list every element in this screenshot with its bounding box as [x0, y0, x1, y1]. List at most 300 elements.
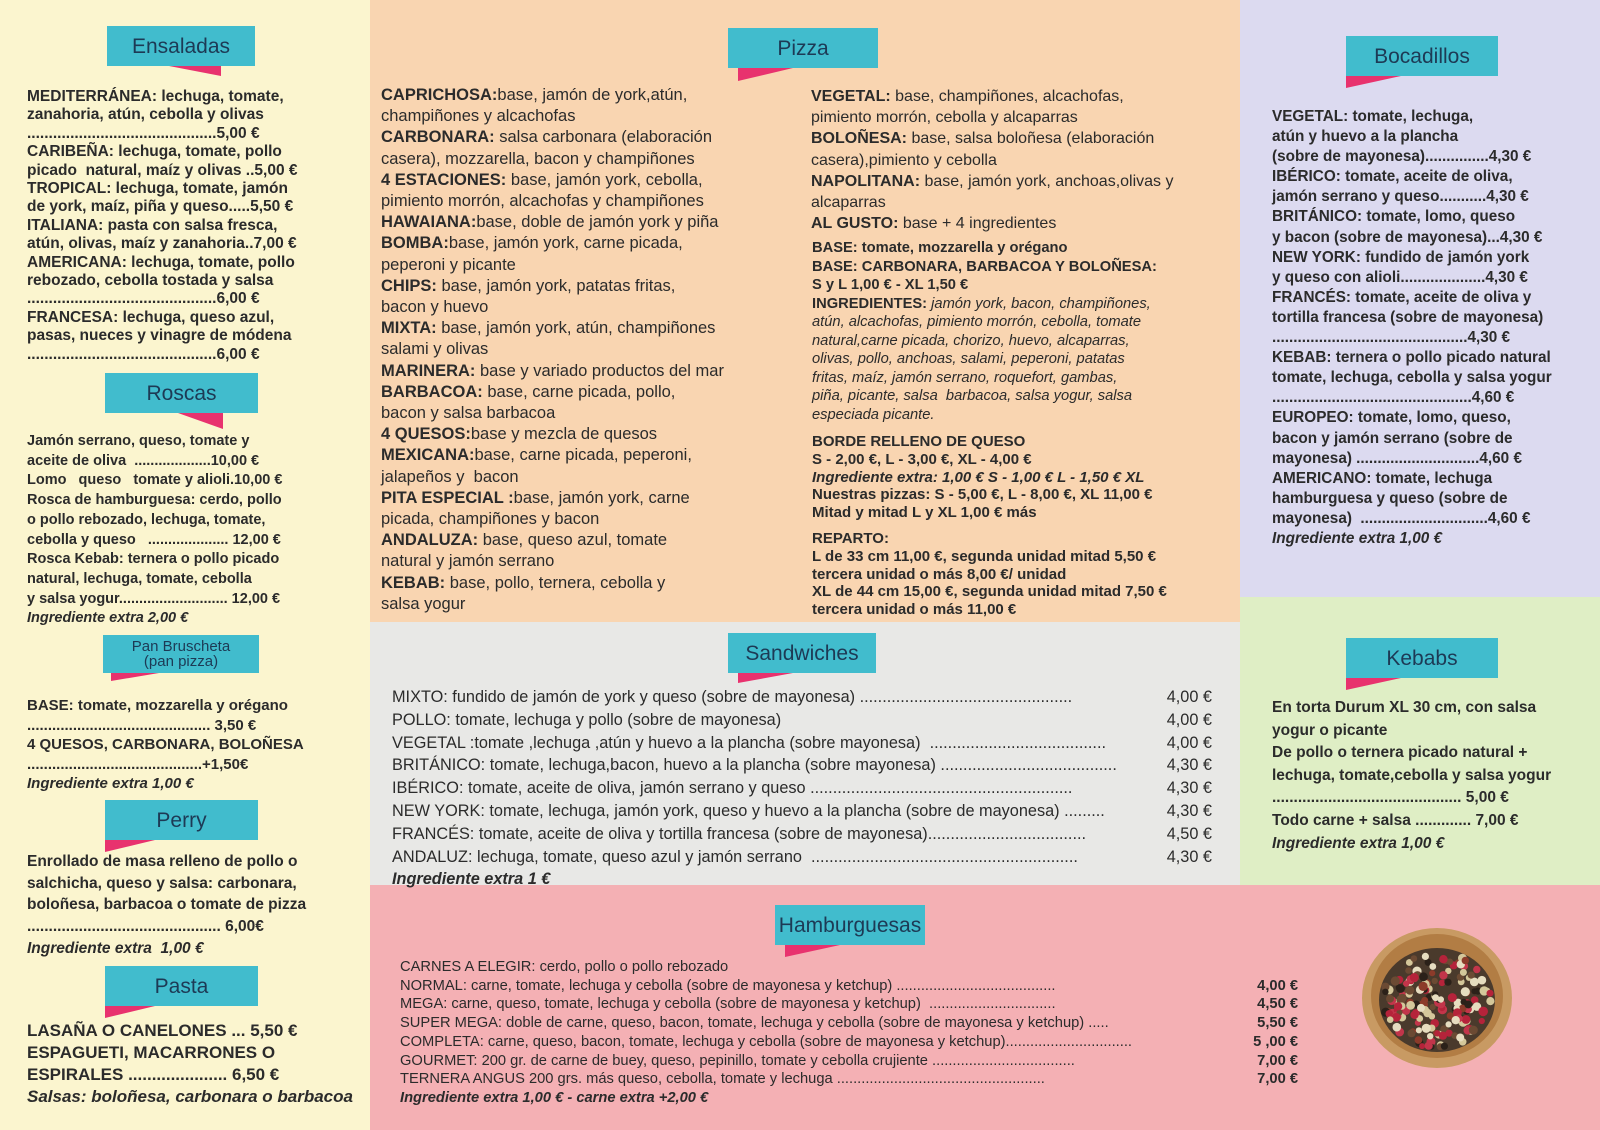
- item-description: natural,carne picada, chorizo, huevo, alcaparras,: [812, 332, 1130, 349]
- item-description: pimiento morrón, alcachofas y champiñones: [381, 192, 704, 211]
- menu-line: Ingrediente extra 1,00 € - carne extra +2,00 €: [400, 1089, 709, 1106]
- peppercorn: [1417, 1004, 1425, 1012]
- item-description: champiñones y alcachofas: [381, 107, 576, 126]
- item-name: BARBACOA:: [381, 382, 483, 401]
- peppercorn: [1398, 994, 1407, 1003]
- item-description: base, salsa boloñesa (elaboración: [907, 130, 1155, 148]
- menu-line: zanahoria, atún, cebolla y olivas: [27, 106, 264, 124]
- item-name: MIXTA:: [381, 319, 437, 338]
- menu-line: [381, 594, 724, 615]
- ensaladas-title: Ensaladas: [131, 34, 231, 58]
- ribbon-flag-icon: [785, 945, 840, 957]
- menu-line: [812, 276, 1157, 295]
- ribbon-flag-icon: [738, 68, 793, 81]
- item-name: VEGETAL :tomate ,lechuga ,atún y huevo a la plancha (sobre mayonesa) .......................................: [392, 733, 1106, 752]
- pasta-title: Pasta: [154, 974, 209, 998]
- menu-line: Salsas: boloñesa, carbonara o barbacoa: [27, 1087, 353, 1106]
- item-description: base, jamón york, atún, champiñones: [436, 319, 716, 338]
- ribbon-flag-icon: [738, 673, 793, 683]
- menu-line: cebolla y queso .................... 12,00 €: [27, 531, 281, 548]
- item-description: alcaparras: [811, 194, 886, 212]
- menu-line: [392, 686, 1212, 709]
- item-price: 5,50 €: [1253, 1014, 1298, 1033]
- item-name: SUPER MEGA: doble de carne, queso, bacon, tomate, lechuga y cebolla (sobre de mayonesa y ketchup) .....: [400, 1015, 1109, 1032]
- item-name: NORMAL: carne, tomate, lechuga y cebolla (sobre de mayonesa y ketchup) .......................................: [400, 977, 1056, 994]
- item-name: BRITÁNICO: tomate, lechuga,bacon, huevo a la plancha (sobre mayonesa) .......................................: [392, 756, 1117, 775]
- bocadillos-list: [1272, 107, 1552, 549]
- item-price: 4,30 €: [1163, 800, 1212, 823]
- menu-line: o pollo rebozado, lechuga, tomate,: [27, 511, 266, 528]
- item-name: MEXICANA:: [381, 446, 475, 465]
- item-description: base, pollo, ternera, cebolla y: [445, 573, 666, 592]
- item-price: 4,50 €: [1163, 823, 1212, 846]
- menu-line: lechuga, tomate,cebolla y salsa yogur: [1272, 766, 1552, 784]
- pasta-list: [27, 1020, 353, 1108]
- menu-line: [381, 530, 724, 551]
- pizza-header: [728, 28, 878, 68]
- item-price: 4,00 €: [1253, 977, 1298, 996]
- menu-line: Mitad y mitad L y XL 1,00 € más: [812, 504, 1037, 522]
- item-description: base, jamón york, anchoas,olivas y: [920, 172, 1174, 190]
- menu-line: Ingrediente extra 1,00 €: [27, 939, 204, 957]
- item-name: INGREDIENTES:: [812, 295, 928, 312]
- peppercorn: [1441, 1043, 1448, 1050]
- item-name: BASE: CARBONARA, BARBACOA Y BOLOÑESA:: [812, 258, 1157, 275]
- menu-line: ............................................. 6,00€: [27, 918, 264, 936]
- menu-line: [381, 191, 724, 212]
- peppercorn-bowl-image: [1360, 920, 1515, 1070]
- peppercorn: [1391, 976, 1400, 985]
- item-name: CAPRICHOSA:: [381, 86, 498, 104]
- menu-line: ESPIRALES ..................... 6,50 €: [27, 1065, 280, 1084]
- peppercorn: [1487, 990, 1494, 997]
- menu-line: [381, 424, 724, 445]
- menu-line: [381, 85, 724, 106]
- peppercorn: [1464, 1000, 1472, 1008]
- menu-line: salchicha, queso y salsa: carbonara,: [27, 874, 297, 892]
- menu-line: mayonesa) .............................4,60 €: [1272, 449, 1522, 467]
- menu-line: Rosca Kebab: ternera o pollo picado: [27, 551, 280, 568]
- menu-line: [400, 977, 1298, 996]
- menu-line: [811, 192, 1174, 213]
- menu-line: [381, 149, 724, 170]
- item-description: especiada picante.: [812, 406, 935, 423]
- item-name: S y L 1,00 € - XL 1,50 €: [812, 277, 969, 293]
- peppercorn: [1427, 1033, 1433, 1039]
- peppercorn: [1415, 1036, 1423, 1044]
- item-description: jamón york, bacon, champiñones,: [927, 295, 1151, 312]
- peppercorn: [1478, 1007, 1488, 1017]
- item-price: 4,00 €: [1163, 686, 1212, 709]
- item-name: KEBAB:: [381, 573, 446, 592]
- peppercorn: [1439, 971, 1447, 979]
- menu-line: tercera unidad o más 8,00 €/ unidad: [812, 565, 1067, 583]
- peppercorn: [1470, 978, 1479, 987]
- roscas-list: [27, 432, 282, 629]
- perry-title: Perry: [156, 808, 207, 832]
- peppercorn: [1479, 1018, 1485, 1024]
- menu-line: Nuestras pizzas: S - 5,00 €, L - 8,00 €, XL 11,00 €: [812, 486, 1153, 504]
- peppercorn: [1432, 994, 1439, 1001]
- item-price: 4,50 €: [1253, 995, 1298, 1014]
- kebabs-list: [1272, 697, 1551, 855]
- menu-line: AMERICANA: lechuga, tomate, pollo: [27, 253, 295, 271]
- item-name: POLLO: tomate, lechuga y pollo (sobre de mayonesa): [392, 710, 782, 729]
- hamburguesas-title: Hamburguesas: [778, 913, 922, 937]
- menu-line: VEGETAL: tomate, lechuga,: [1272, 108, 1474, 125]
- menu-line: FRANCÉS: tomate, aceite de oliva y: [1272, 288, 1532, 306]
- menu-line: pasas, nueces y vinagre de módena: [27, 327, 292, 345]
- menu-line: tercera unidad o más 11,00 €: [812, 601, 1017, 619]
- peppercorn: [1425, 1042, 1433, 1050]
- menu-line: L de 33 cm 11,00 €, segunda unidad mitad 5,50 €: [812, 547, 1157, 565]
- item-description: salsa yogur: [381, 594, 466, 613]
- menu-line: Ingrediente extra 1,00 €: [27, 775, 194, 793]
- item-name: CARBONARA:: [381, 128, 495, 147]
- menu-line: [812, 295, 1157, 314]
- item-description: peperoni y picante: [381, 255, 516, 274]
- menu-line: LASAÑA O CANELONES ... 5,50 €: [27, 1021, 298, 1040]
- menu-line: [381, 361, 724, 382]
- peppercorn: [1416, 1027, 1422, 1033]
- menu-line: Lomo queso tomate y alioli.10,00 €: [27, 472, 283, 489]
- menu-line: EUROPEO: tomate, lomo, queso,: [1272, 409, 1511, 427]
- menu-line: [381, 403, 724, 424]
- menu-line: [400, 1052, 1298, 1071]
- peppercorn: [1422, 1024, 1431, 1033]
- menu-line: FRANCESA: lechuga, queso azul,: [27, 308, 275, 326]
- menu-line: [811, 128, 1174, 149]
- menu-line: bacon y jamón serrano (sobre de: [1272, 429, 1513, 447]
- peppercorn: [1396, 984, 1405, 993]
- menu-line: [392, 823, 1212, 846]
- peppercorn: [1448, 993, 1457, 1002]
- peppercorn: [1419, 982, 1428, 991]
- menu-line: De pollo o ternera picado natural +: [1272, 744, 1528, 762]
- menu-line: Jamón serrano, queso, tomate y: [27, 433, 250, 449]
- item-name: MARINERA:: [381, 361, 476, 380]
- item-description: picada, champiñones y bacon: [381, 510, 600, 529]
- menu-line: [381, 509, 724, 530]
- menu-line: de york, maíz, piña y queso.....5,50 €: [27, 198, 294, 216]
- item-description: bacon y huevo: [381, 298, 489, 317]
- item-name: VEGETAL:: [811, 88, 891, 105]
- menu-line: [381, 488, 724, 509]
- item-name: NAPOLITANA:: [811, 172, 921, 190]
- menu-line: Ingrediente extra 1,00 €: [1272, 834, 1445, 852]
- peppercorn: [1405, 986, 1414, 995]
- menu-line: [392, 754, 1212, 777]
- ensaladas-header: [107, 26, 255, 66]
- menu-line: y bacon (sobre de mayonesa)...4,30 €: [1272, 228, 1543, 246]
- menu-line: ............................................ 3,50 €: [27, 716, 257, 734]
- menu-line: atún y huevo a la plancha: [1272, 128, 1459, 146]
- peppercorn: [1444, 979, 1451, 986]
- item-description: salsa carbonara (elaboración: [494, 128, 713, 147]
- menu-line: [811, 150, 1174, 171]
- sandwiches-title: Sandwiches: [745, 641, 859, 665]
- menu-line: [381, 255, 724, 276]
- menu-line: [392, 846, 1212, 869]
- sandwiches-list: [392, 686, 1212, 891]
- menu-line: [400, 1033, 1298, 1052]
- peppercorn: [1394, 1002, 1402, 1010]
- item-name: 4 ESTACIONES:: [381, 170, 507, 189]
- menu-line: KEBAB: ternera o pollo picado natural: [1272, 349, 1551, 367]
- menu-line: [811, 171, 1174, 192]
- menu-line: REPARTO:: [812, 529, 889, 547]
- item-description: base, jamón york, carne picada,: [448, 234, 683, 253]
- peppercorn: [1452, 1016, 1460, 1024]
- peppercorn: [1462, 957, 1469, 964]
- peppercorn: [1429, 970, 1435, 976]
- menu-line: [812, 387, 1157, 406]
- menu-line: [381, 276, 724, 297]
- menu-line: Enrollado de masa relleno de pollo o: [27, 853, 298, 870]
- menu-line: [811, 86, 1174, 107]
- menu-line: [381, 339, 724, 360]
- ribbon-flag-icon: [169, 66, 221, 76]
- item-name: CARNES A ELEGIR: cerdo, pollo o pollo rebozado: [400, 959, 729, 975]
- menu-line: jamón serrano y queso...........4,30 €: [1272, 188, 1529, 206]
- item-name: NEW YORK: tomate, lechuga, jamón york, queso y huevo a la plancha (sobre de mayonesa) .........: [392, 801, 1105, 820]
- peppercorn: [1462, 1015, 1471, 1024]
- item-price: 7,00 €: [1253, 1070, 1298, 1089]
- menu-line: ..............................................4,30 €: [1272, 329, 1511, 347]
- peppercorn: [1429, 963, 1436, 970]
- menu-line: BRITÁNICO: tomate, lomo, queso: [1272, 208, 1516, 226]
- menu-line: tortilla francesa (sobre de mayonesa): [1272, 308, 1544, 326]
- menu-line: yogur o picante: [1272, 721, 1388, 739]
- menu-line: ITALIANA: pasta con salsa fresca,: [27, 216, 278, 234]
- peppercorn: [1478, 976, 1487, 985]
- menu-line: picado natural, maíz y olivas ..5,00 €: [27, 161, 298, 179]
- peppercorn: [1473, 966, 1480, 973]
- item-name: PITA ESPECIAL :: [381, 488, 514, 507]
- item-description: base, champiñones, alcachofas,: [890, 88, 1124, 105]
- ribbon-flag-icon: [111, 673, 159, 681]
- pizza-title: Pizza: [777, 36, 829, 60]
- menu-line: tomate, lechuga, cebolla y salsa yogur: [1272, 369, 1552, 387]
- peppercorn: [1469, 1026, 1478, 1035]
- menu-line: atún, olivas, maíz y zanahoria..7,00 €: [27, 235, 297, 253]
- menu-line: ............................................6,00 €: [27, 345, 260, 363]
- item-description: fritas, maíz, jamón serrano, roquefort, gambas,: [812, 369, 1118, 386]
- peppercorn: [1486, 997, 1494, 1005]
- perry-header: [105, 800, 258, 840]
- ribbon-flag-icon: [178, 413, 223, 429]
- menu-line: [812, 406, 1157, 425]
- item-description: pimiento morrón, cebolla y alcaparras: [811, 109, 1078, 127]
- peppercorn: [1410, 1011, 1418, 1019]
- menu-line: natural, lechuga, tomate, cebolla: [27, 570, 252, 587]
- menu-line: [381, 233, 724, 254]
- item-name: BOLOÑESA:: [811, 130, 907, 148]
- peppercorn: [1393, 1023, 1402, 1032]
- item-price: 7,00 €: [1253, 1052, 1298, 1071]
- menu-line: TROPICAL: lechuga, tomate, jamón: [27, 180, 288, 198]
- menu-line: rebozado, cebolla tostada y salsa: [27, 272, 274, 290]
- menu-line: mayonesa) ..............................4,60 €: [1272, 509, 1531, 527]
- peppercorn: [1429, 1013, 1435, 1019]
- menu-line: [381, 297, 724, 318]
- menu-line: [381, 467, 724, 488]
- item-price: 4,00 €: [1163, 732, 1212, 755]
- item-description: base, carne picada, pollo,: [482, 382, 676, 401]
- menu-line: [400, 958, 1298, 977]
- menu-line: Todo carne + salsa ............. 7,00 €: [1272, 811, 1519, 829]
- menu-line: BORDE RELLENO DE QUESO: [812, 433, 1026, 450]
- item-description: bacon y salsa barbacoa: [381, 404, 556, 423]
- item-description: olivas, pollo, anchoas, salami, peperoni, patatas: [812, 351, 1125, 367]
- menu-line: [812, 522, 1167, 530]
- menu-line: Ingrediente extra 2,00 €: [27, 610, 189, 627]
- peppercorn: [1387, 1016, 1394, 1023]
- menu-line: [812, 313, 1157, 332]
- menu-line: [392, 732, 1212, 755]
- menu-line: [812, 369, 1157, 388]
- menu-line: En torta Durum XL 30 cm, con salsa: [1272, 699, 1537, 716]
- menu-line: [381, 170, 724, 191]
- menu-line: hamburguesa y queso (sobre de: [1272, 489, 1508, 507]
- item-description: atún, alcachofas, pimiento morrón, cebolla, tomate: [812, 314, 1142, 330]
- ensaladas-list: [27, 88, 298, 364]
- bruscheta-header: [103, 635, 259, 673]
- bocadillos-header: [1346, 36, 1498, 76]
- item-description: base, jamón york, cebolla,: [506, 170, 703, 189]
- menu-line: XL de 44 cm 15,00 €, segunda unidad mitad 7,50 €: [812, 583, 1167, 601]
- item-name: BOMBA:: [381, 234, 449, 253]
- menu-line: ............................................5,00 €: [27, 124, 260, 142]
- pizza-prices: [812, 433, 1167, 619]
- peppercorn: [1456, 1034, 1464, 1042]
- item-description: base, doble de jamón york y piña: [476, 213, 719, 232]
- menu-line: [381, 573, 724, 594]
- peppercorn: [1386, 995, 1394, 1003]
- item-price: 4,30 €: [1163, 777, 1212, 800]
- peppercorn: [1446, 1021, 1452, 1027]
- peppercorn: [1422, 953, 1429, 960]
- menu-line: [812, 239, 1157, 258]
- item-name: ANDALUZA:: [381, 531, 479, 550]
- menu-line: [400, 1070, 1298, 1089]
- menu-line: ...............................................4,60 €: [1272, 389, 1515, 407]
- peppercorn: [1408, 1029, 1416, 1037]
- menu-line: boloñesa, barbacoa o tomate de pizza: [27, 896, 307, 914]
- bruscheta-title: Pan Bruscheta: [131, 638, 231, 655]
- menu-line: [811, 107, 1174, 128]
- menu-line: [812, 332, 1157, 351]
- item-name: 4 QUESOS:: [381, 425, 471, 444]
- menu-line: CARIBEÑA: lechuga, tomate, pollo: [27, 143, 282, 161]
- menu-line: [392, 709, 1212, 732]
- menu-line: ESPAGUETI, MACARRONES O: [27, 1043, 276, 1062]
- roscas-header: [105, 373, 258, 413]
- item-description: casera),pimiento y cebolla: [811, 151, 997, 169]
- bruscheta-list: [27, 696, 304, 794]
- hamburguesas-header: [775, 905, 925, 945]
- pizza-list-col2: [811, 86, 1174, 234]
- pizza-list-col1: [381, 85, 724, 615]
- menu-line: [381, 551, 724, 572]
- item-description: base + 4 ingredientes: [898, 215, 1057, 233]
- item-price: 4,30 €: [1163, 846, 1212, 869]
- roscas-title: Roscas: [146, 381, 217, 405]
- item-name: COMPLETA: carne, queso, bacon, tomate, lechuga y cebolla (sobre de mayonesa y ketchup)...............................: [400, 1033, 1133, 1050]
- peppercorn: [1432, 978, 1438, 984]
- ribbon-flag-icon: [1346, 678, 1401, 690]
- peppercorn: [1461, 987, 1470, 996]
- bocadillos-title: Bocadillos: [1374, 44, 1470, 68]
- item-name: GOURMET: 200 gr. de carne de buey, queso, pepinillo, tomate y cebolla crujiente ...................................: [400, 1052, 1075, 1069]
- item-description: salami y olivas: [381, 340, 489, 359]
- pizza-options: [812, 239, 1157, 424]
- item-price: 4,00 €: [1163, 709, 1212, 732]
- menu-line: S - 2,00 €, L - 3,00 €, XL - 4,00 €: [812, 450, 1032, 468]
- ribbon-flag-icon: [1346, 76, 1401, 88]
- peppercorn: [1439, 980, 1446, 987]
- item-description: base, jamón de york,atún,: [497, 86, 688, 104]
- item-description: base, jamón york, patatas fritas,: [436, 276, 676, 295]
- item-description: natural y jamón serrano: [381, 552, 555, 571]
- sandwiches-header: [728, 633, 876, 673]
- menu-line: IBÉRICO: tomate, aceite de oliva,: [1272, 168, 1513, 186]
- menu-line: Ingrediente extra: 1,00 € S - 1,00 € L - 1,50 € XL: [812, 468, 1145, 486]
- menu-line: y salsa yogur........................... 12,00 €: [27, 590, 281, 607]
- item-price: 4,30 €: [1163, 754, 1212, 777]
- peppercorn: [1439, 955, 1447, 963]
- menu-line: ..........................................+1,50€: [27, 755, 249, 773]
- peppercorn: [1419, 1043, 1425, 1049]
- peppercorn: [1411, 955, 1418, 962]
- item-description: base y variado productos del mar: [475, 361, 724, 380]
- bruscheta-subtitle: (pan pizza): [143, 653, 219, 670]
- item-name: IBÉRICO: tomate, aceite de oliva, jamón serrano y queso ..........................................................: [392, 779, 1073, 798]
- item-description: base, carne picada, peperoni,: [474, 446, 692, 465]
- menu-line: [381, 127, 724, 148]
- item-name: BASE: tomate, mozzarella y orégano: [812, 240, 1068, 256]
- menu-line: 4 QUESOS, CARBONARA, BOLOÑESA: [27, 736, 304, 754]
- kebabs-title: Kebabs: [1386, 646, 1458, 670]
- menu-line: Rosca de hamburguesa: cerdo, pollo: [27, 492, 282, 509]
- menu-line: [392, 800, 1212, 823]
- peppercorn: [1382, 989, 1388, 995]
- menu-line: [381, 318, 724, 339]
- item-description: base, jamón york, carne: [513, 488, 690, 507]
- menu-line: [381, 106, 724, 127]
- menu-line: [381, 212, 724, 233]
- menu-line: ............................................6,00 €: [27, 290, 260, 308]
- menu-line: BASE: tomate, mozzarella y orégano: [27, 697, 288, 714]
- item-name: FRANCÉS: tomate, aceite de oliva y tortilla francesa (sobre de mayonesa)...................................: [392, 824, 1087, 843]
- menu-line: ............................................ 5,00 €: [1272, 789, 1509, 807]
- menu-line: [400, 995, 1298, 1014]
- item-name: HAWAIANA:: [381, 213, 477, 232]
- item-description: jalapeños y bacon: [381, 467, 519, 486]
- item-name: CHIPS:: [381, 276, 437, 295]
- menu-line: [392, 777, 1212, 800]
- menu-line: (sobre de mayonesa)...............4,30 €: [1272, 148, 1532, 166]
- menu-line: [811, 213, 1174, 234]
- item-price: 5 ,00 €: [1249, 1033, 1298, 1052]
- menu-line: MEDITERRÁNEA: lechuga, tomate,: [27, 88, 284, 105]
- menu-line: aceite de oliva ...................10,00 €: [27, 452, 260, 469]
- item-description: base y mezcla de quesos: [470, 425, 658, 444]
- perry-list: [27, 851, 306, 960]
- menu-line: [812, 350, 1157, 369]
- menu-line: [381, 445, 724, 466]
- menu-line: Ingrediente extra 1 €: [392, 870, 551, 889]
